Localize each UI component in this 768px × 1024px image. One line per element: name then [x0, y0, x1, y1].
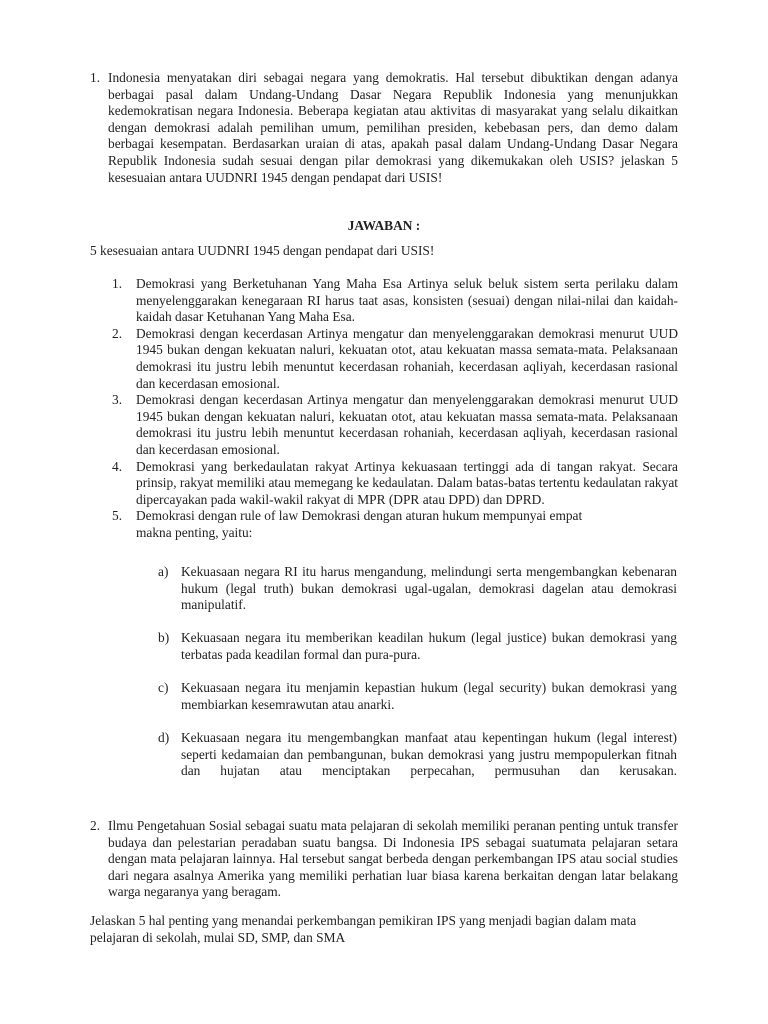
answer-item-text: Demokrasi dengan kecerdasan Artinya mengatur dan menyelenggarakan demokrasi menurut UUD 1945 bukan dengan kekuatan naluri, kekuatan otot, atau kekuatan massa semata-mata. Pelaksanaan demokrasi itu justru lebih menuntut kecerdasan rohaniah, kecerdasan aqliyah, kecerdasan rasional dan kecerdasan emosional.	[136, 392, 678, 457]
sub-point-text: Kekuasaan negara itu mengembangkan manfaat atau kepentingan hukum (legal interest) seperti kedamaian dan pembangunan, bukan demokrasi yang justru mempopulerkan fitnah dan hujatan atau menciptakan perpecahan, permusuhan dan kerusakan.	[181, 729, 677, 779]
sub-point-text: Kekuasaan negara RI itu harus mengandung, melindungi serta mengembangkan kebenaran hukum (legal truth) bukan demokrasi ugal-ugalan, demokrasi dagelan atau demokrasi manipulatif.	[181, 564, 677, 613]
answer-item-text: Demokrasi dengan kecerdasan Artinya mengatur dan menyelenggarakan demokrasi menurut UUD 1945 bukan dengan kekuatan naluri, kekuatan otot, atau kekuatan massa semata-mata. Pelaksanaan demokrasi itu justru lebih menuntut kecerdasan rohaniah, kecerdasan aqliyah, kecerdasan rasional dan kecerdasan emosional.	[136, 325, 678, 391]
answer-item	[112, 392, 678, 458]
question-1	[90, 70, 678, 186]
answer-heading: JAWABAN :	[347, 218, 421, 233]
answer-item	[112, 508, 678, 541]
sub-point-letter: c)	[158, 680, 169, 696]
answer-item	[112, 326, 678, 392]
answer-item-text-line-1: Demokrasi dengan rule of law Demokrasi dengan aturan hukum mempunyai empat	[136, 508, 583, 524]
sub-point	[158, 680, 677, 713]
answer-item-text: Demokrasi yang Berketuhanan Yang Maha Esa Artinya seluk beluk sistem serta perilaku dalam menyelenggarakan kenegaraan RI harus taat asas, konsisten (sesuai) dengan nilai-nilai dan kaidah-kaidah dasar Ketuhanan Yang Maha Esa.	[136, 276, 678, 325]
sub-point	[158, 730, 677, 780]
answer-item-number: 2.	[112, 325, 123, 341]
question-1-number: 1.	[90, 70, 101, 85]
sub-point-text: Kekuasaan negara itu memberikan keadilan hukum (legal justice) bukan demokrasi yang terbatas pada keadilan formal dan pura-pura.	[181, 630, 677, 662]
question-2-text: Ilmu Pengetahuan Sosial sebagai suatu mata pelajaran di sekolah memiliki peranan penting untuk transfer budaya dan pelestarian peradaban suatu bangsa. Di Indonesia IPS sebagai suatumata pelajaran setara dengan mata pelajaran lainnya. Hal tersebut sangat berbeda dengan perkembangan IPS atau social studies dari negara asalnya Amerika yang memiliki perhatian luar biasa karena berkaitan dengan latar belakang warga negaranya yang beragam.	[108, 818, 678, 900]
sub-point-list	[158, 564, 677, 796]
sub-point	[158, 564, 677, 614]
question-1-text: Indonesia menyatakan diri sebagai negara yang demokratis. Hal tersebut dibuktikan dengan adanya berbagai pasal dalam Undang-Undang Dasar Negara Republik Indonesia yang menunjukkan kedemokratisan negara Indonesia. Beberapa kegiatan atau aktivitas di masyarakat yang selalu dikaitkan dengan demokrasi adalah pemilihan umum, pemilihan presiden, kebebasan pers, dan demo dalam berbagai kesempatan. Berdasarkan uraian di atas, apakah pasal dalam Undang-Undang Dasar Negara Republik Indonesia sudah sesuai dengan pilar demokrasi yang dikemukakan oleh USIS? jelaskan 5 kesesuaian antara UUDNRI 1945 dengan pendapat dari USIS!	[108, 70, 678, 185]
question-2-number: 2.	[90, 818, 101, 833]
sub-point-text: Kekuasaan negara itu menjamin kepastian hukum (legal security) bukan demokrasi yang membiarkan kesemrawutan atau anarki.	[181, 680, 677, 712]
answer-item-number: 4.	[112, 458, 123, 474]
answer-item	[112, 276, 678, 326]
sub-point	[158, 630, 677, 663]
question-2	[90, 818, 678, 901]
sub-point-letter: b)	[158, 630, 170, 646]
answer-item-text-line-2: makna penting, yaitu:	[136, 524, 253, 540]
answer-list	[112, 276, 678, 542]
answer-item-number: 1.	[112, 276, 123, 291]
answer-item-number: 5.	[112, 508, 123, 524]
answer-item-text: Demokrasi yang berkedaulatan rakyat Artinya kekuasaan tertinggi ada di tangan rakyat. Secara prinsip, rakyat memiliki atau memegang ke kedaulatan. Dalam batas-batas tertentu kedaulatan rakyat dipercayakan pada wakil-wakil rakyat di MPR (DPR atau DPD) dan DPRD.	[136, 458, 678, 507]
answer-item	[112, 459, 678, 509]
closing-instruction: Jelaskan 5 hal penting yang menandai perkembangan pemikiran IPS yang menjadi bagian dalam mata pelajaran di sekolah, mulai SD, SMP, dan SMA	[90, 913, 637, 945]
sub-point-letter: d)	[158, 729, 170, 745]
answer-intro: 5 kesesuaian antara UUDNRI 1945 dengan pendapat dari USIS!	[90, 243, 435, 258]
answer-item-number: 3.	[112, 392, 123, 408]
sub-point-letter: a)	[158, 564, 169, 579]
